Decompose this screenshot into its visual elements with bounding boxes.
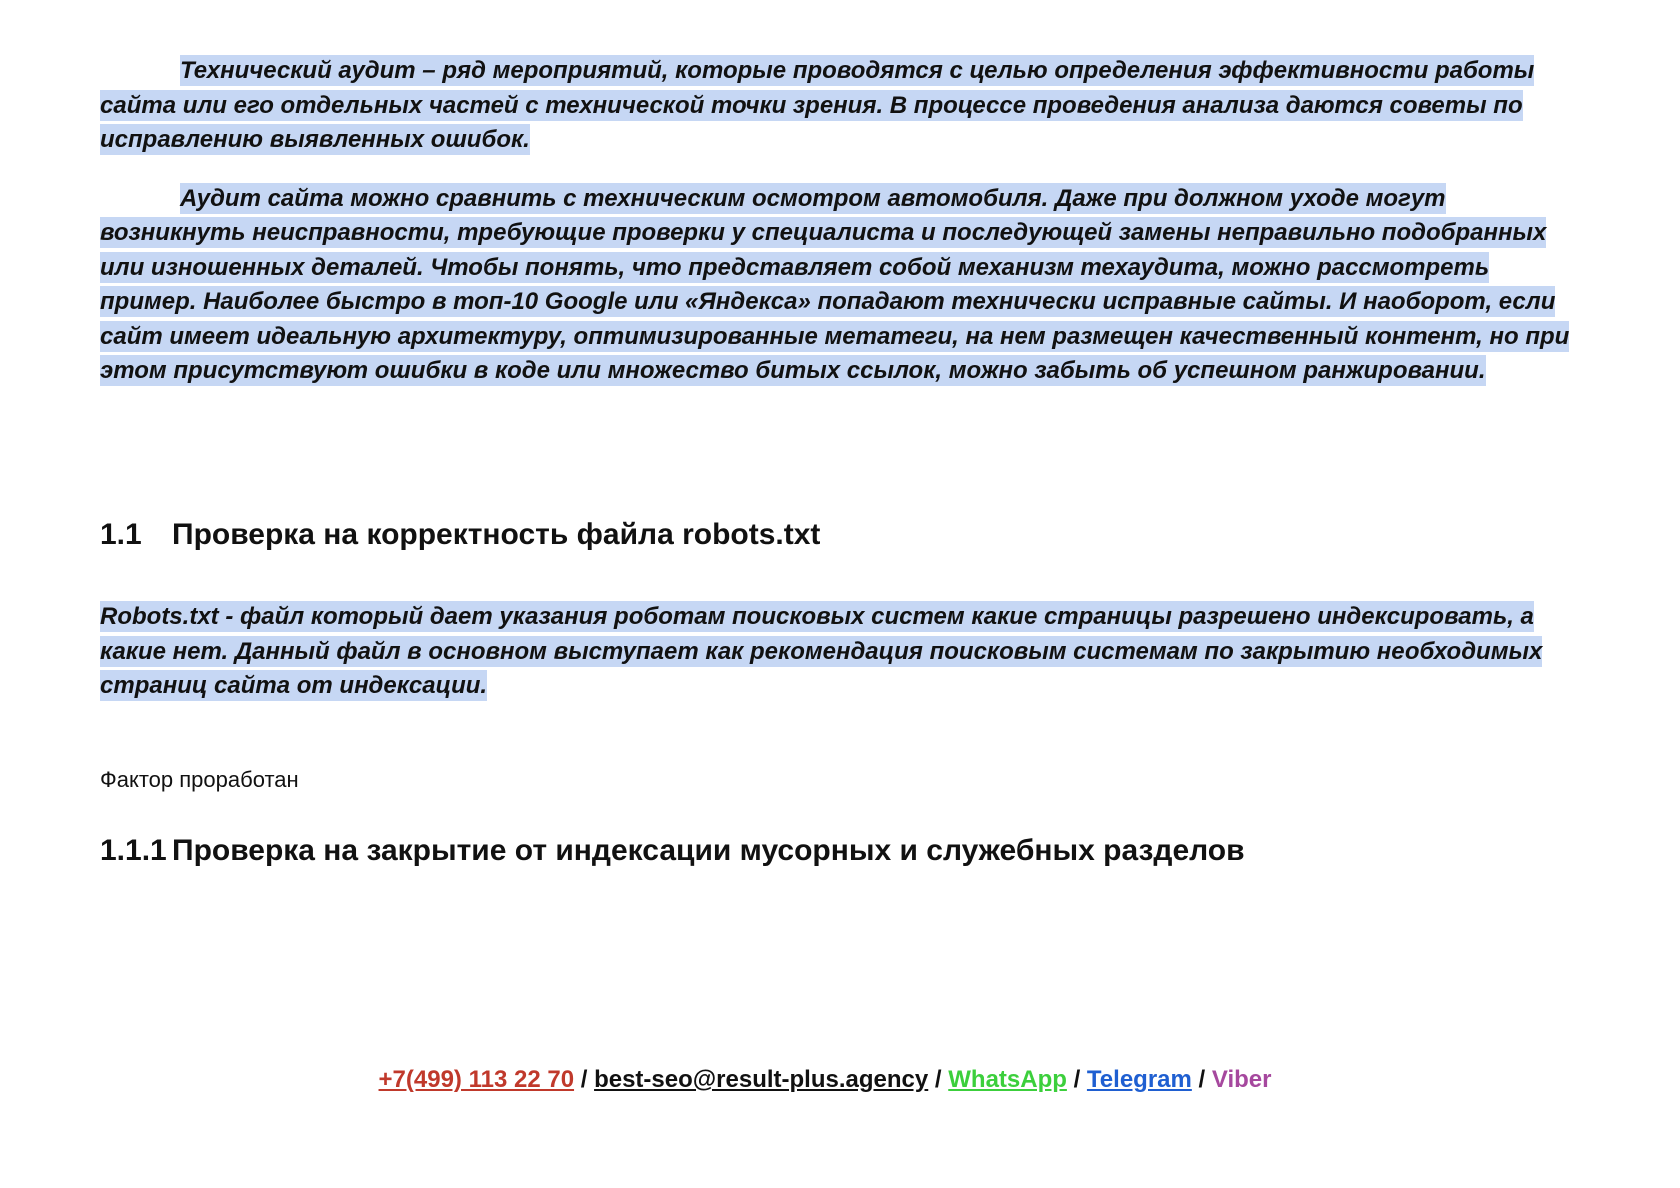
email-link[interactable]: best-seo@result-plus.agency (594, 1066, 929, 1093)
whatsapp-link[interactable]: WhatsApp (948, 1066, 1067, 1093)
viber-label[interactable]: Viber (1211, 1066, 1272, 1093)
section-heading-1-1-1 (100, 834, 1245, 868)
telegram-link[interactable]: Telegram (1086, 1066, 1192, 1093)
highlighted-text: Аудит сайта можно сравнить с техническим осмотром автомобиля. Даже при должном уходе могут возникнуть неисправности, требующие проверки у специалиста и последующей замены неправильно подобранных или изношенных деталей. Чтобы понять, что представляет собой механизм техаудита, можно рассмотреть пример. Наиболее быстро в топ-10 Google или «Яндекса» попадают технически исправные сайты. И наоборот, если сайт имеет идеальную архитектуру, оптимизированные метатеги, на нем размещен качественный контент, но при этом присутствуют ошибки в коде или множество битых ссылок, можно забыть об успешном ранжировании. (100, 184, 1570, 384)
section-title: Проверка на корректность файла robots.txt (172, 518, 821, 551)
document-body (100, 54, 1580, 389)
section-title: Проверка на закрытие от индексации мусорных и служебных разделов (172, 834, 1245, 867)
highlighted-text: Robots.txt - файл который дает указания роботам поисковых систем какие страницы разрешено индексировать, а какие нет. Данный файл в основном выступает как рекомендация поисковым системам по закрытию необходимых страниц сайта от индексации. (100, 603, 1543, 699)
separator: / (934, 1066, 942, 1093)
section-number: 1.1.1 (100, 834, 167, 867)
section-heading-1-1 (100, 518, 820, 552)
intro-paragraph-2 (100, 182, 1580, 389)
contact-footer (0, 1066, 1650, 1094)
robots-description (100, 600, 1580, 704)
separator: / (580, 1066, 588, 1093)
phone-link[interactable]: +7(499) 113 22 70 (378, 1066, 575, 1093)
section-number: 1.1 (100, 518, 142, 551)
status-text: Фактор проработан (100, 767, 299, 792)
separator: / (1198, 1066, 1206, 1093)
intro-paragraph-1 (100, 54, 1580, 158)
highlighted-text: Технический аудит – ряд мероприятий, которые проводятся с целью определения эффективности работы сайта или его отдельных частей с технической точки зрения. В процессе проведения анализа даются советы по исправлению выявленных ошибок. (100, 57, 1535, 153)
separator: / (1073, 1066, 1081, 1093)
